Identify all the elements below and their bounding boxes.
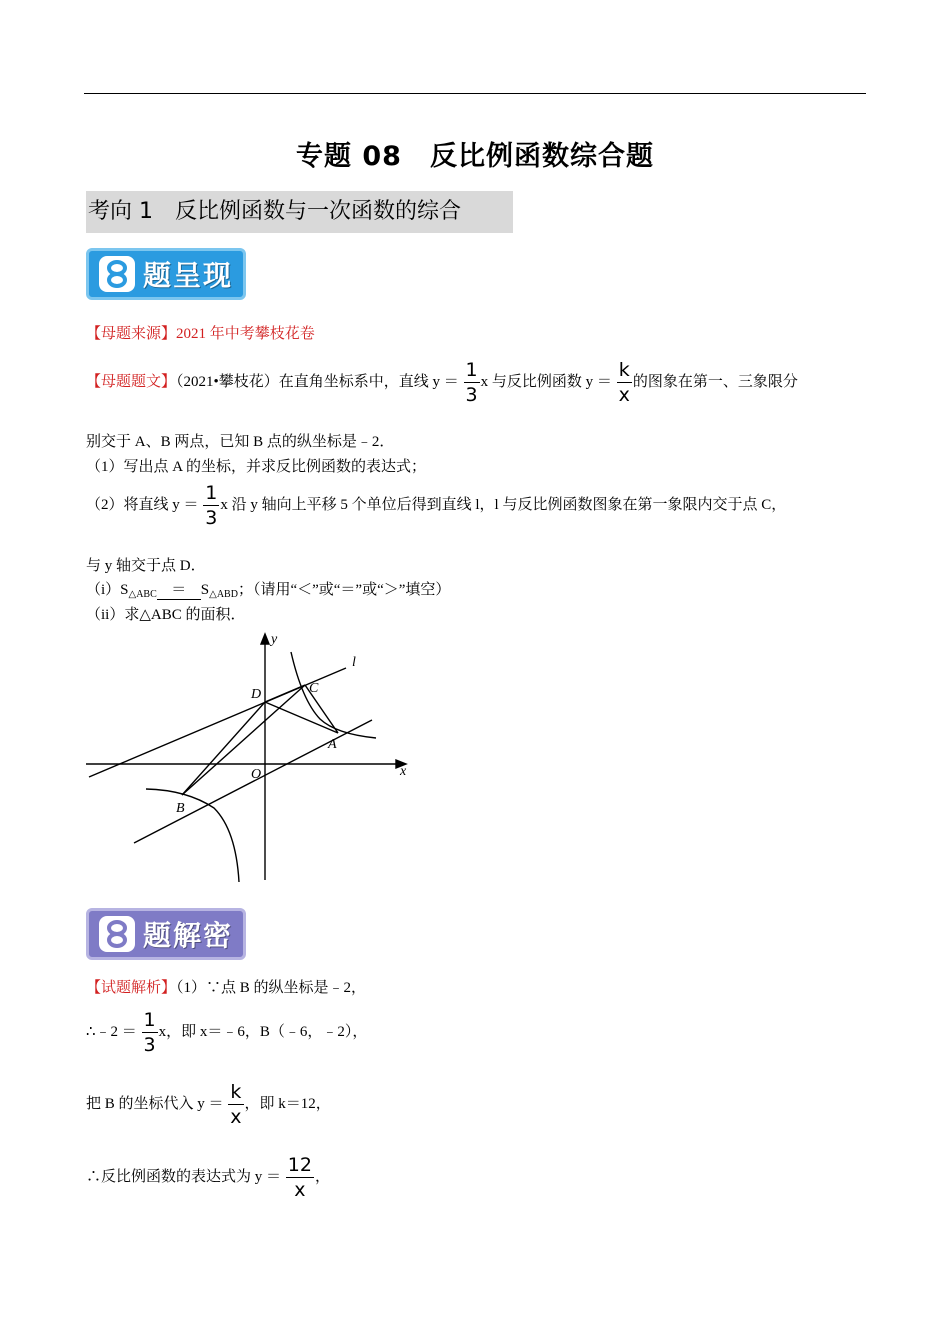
fraction-12-over-x: $\frac{12}{x}$ xyxy=(287,1154,312,1201)
solution-text-2b: x，即 x＝﹣6，B（﹣6，﹣2）， xyxy=(158,1023,368,1040)
solution-text-4a: ∴反比例函数的表达式为 y ＝ xyxy=(86,1168,282,1185)
fraction-one-third: $\frac{1}{3}$ xyxy=(465,359,478,406)
statement-text-2: x 与反比例函数 y ＝ xyxy=(480,373,612,390)
statement-line xyxy=(86,358,798,407)
line-l-label: l xyxy=(352,655,356,670)
present-banner xyxy=(86,248,246,300)
solution-line-2 xyxy=(86,1008,367,1057)
solution-tag: 【试题解析】 xyxy=(86,980,177,996)
point-d-label: D xyxy=(251,687,262,702)
coordinate-figure xyxy=(84,630,424,892)
y-axis-arrow-icon xyxy=(261,634,269,644)
segment-bc xyxy=(182,685,305,795)
statement-line-2: 别交于 A、B 两点，已知 B 点的纵坐标是﹣2． xyxy=(86,434,395,450)
question-2-text-2: x 沿 y 轴向上平移 5 个单位后得到直线 l，l 与反比例函数图象在第一象限内交于点 C， xyxy=(220,496,787,513)
source-line xyxy=(86,322,315,343)
origin-label: O xyxy=(251,767,262,782)
infinity-badge-icon xyxy=(99,916,135,952)
line-l xyxy=(89,668,346,777)
solution-line-3 xyxy=(86,1080,331,1129)
question-i-sub1: △ABC xyxy=(128,589,157,600)
question-ii: （ii）求△ABC 的面积． xyxy=(86,607,246,623)
header-rule xyxy=(84,93,866,94)
segment-dc xyxy=(265,685,305,702)
question-2-text-1: （2）将直线 y ＝ xyxy=(86,496,199,513)
question-i-s2: S xyxy=(200,582,210,598)
y-axis-label: y xyxy=(271,632,278,647)
question-i xyxy=(86,578,450,600)
question-2 xyxy=(86,481,786,530)
solution-text-1: （1）∵点 B 的纵坐标是﹣2， xyxy=(176,980,367,996)
statement-text-3: 的图象在第一、三象限分 xyxy=(632,373,798,390)
source-text: 2021 年中考攀枝花卷 xyxy=(176,326,315,342)
solve-banner xyxy=(86,908,246,960)
x-axis-label: x xyxy=(400,764,407,779)
statement-tag: 【母题题文】 xyxy=(86,373,177,390)
question-1: （1）写出点 A 的坐标，并求反比例函数的表达式； xyxy=(86,459,427,475)
hyperbola-branch-3 xyxy=(146,789,239,882)
section-heading: 考向 1 反比例函数与一次函数的综合 xyxy=(86,191,513,233)
question-i-sub2: △ABD xyxy=(209,589,238,600)
fraction-k-over-x-2: $\frac{k}{x}$ xyxy=(230,1081,242,1128)
point-a-label: A xyxy=(328,737,337,752)
question-2-line-2: 与 y 轴交于点 D． xyxy=(86,558,206,574)
question-i-post: ；（请用“＜”或“＝”或“＞”填空） xyxy=(237,582,451,598)
point-c-label: C xyxy=(309,681,319,696)
statement-text-1: （2021•攀枝花）在直角坐标系中，直线 y ＝ xyxy=(176,373,459,390)
question-i-s1: （i）S xyxy=(86,582,129,598)
question-i-answer: ＝ xyxy=(157,578,201,600)
source-tag: 【母题来源】 xyxy=(86,326,177,342)
solve-banner-label: 题解密 xyxy=(143,919,234,952)
solution-text-3b: ，即 k＝12， xyxy=(244,1095,331,1112)
solution-line-1 xyxy=(86,976,366,997)
present-banner-label: 题呈现 xyxy=(143,259,234,292)
solution-text-2a: ∴﹣2 ＝ xyxy=(86,1023,137,1040)
fraction-k-over-x: $\frac{k}{x}$ xyxy=(618,359,630,406)
solution-text-4b: ， xyxy=(314,1168,330,1185)
solution-text-3a: 把 B 的坐标代入 y ＝ xyxy=(86,1095,224,1112)
fraction-one-third-3: $\frac{1}{3}$ xyxy=(143,1009,156,1056)
solution-line-4 xyxy=(86,1153,330,1202)
infinity-badge-icon xyxy=(99,256,135,292)
point-b-label: B xyxy=(176,801,185,816)
page-title: 专题 08 反比例函数综合题 xyxy=(296,141,654,172)
fraction-one-third-2: $\frac{1}{3}$ xyxy=(205,482,218,529)
